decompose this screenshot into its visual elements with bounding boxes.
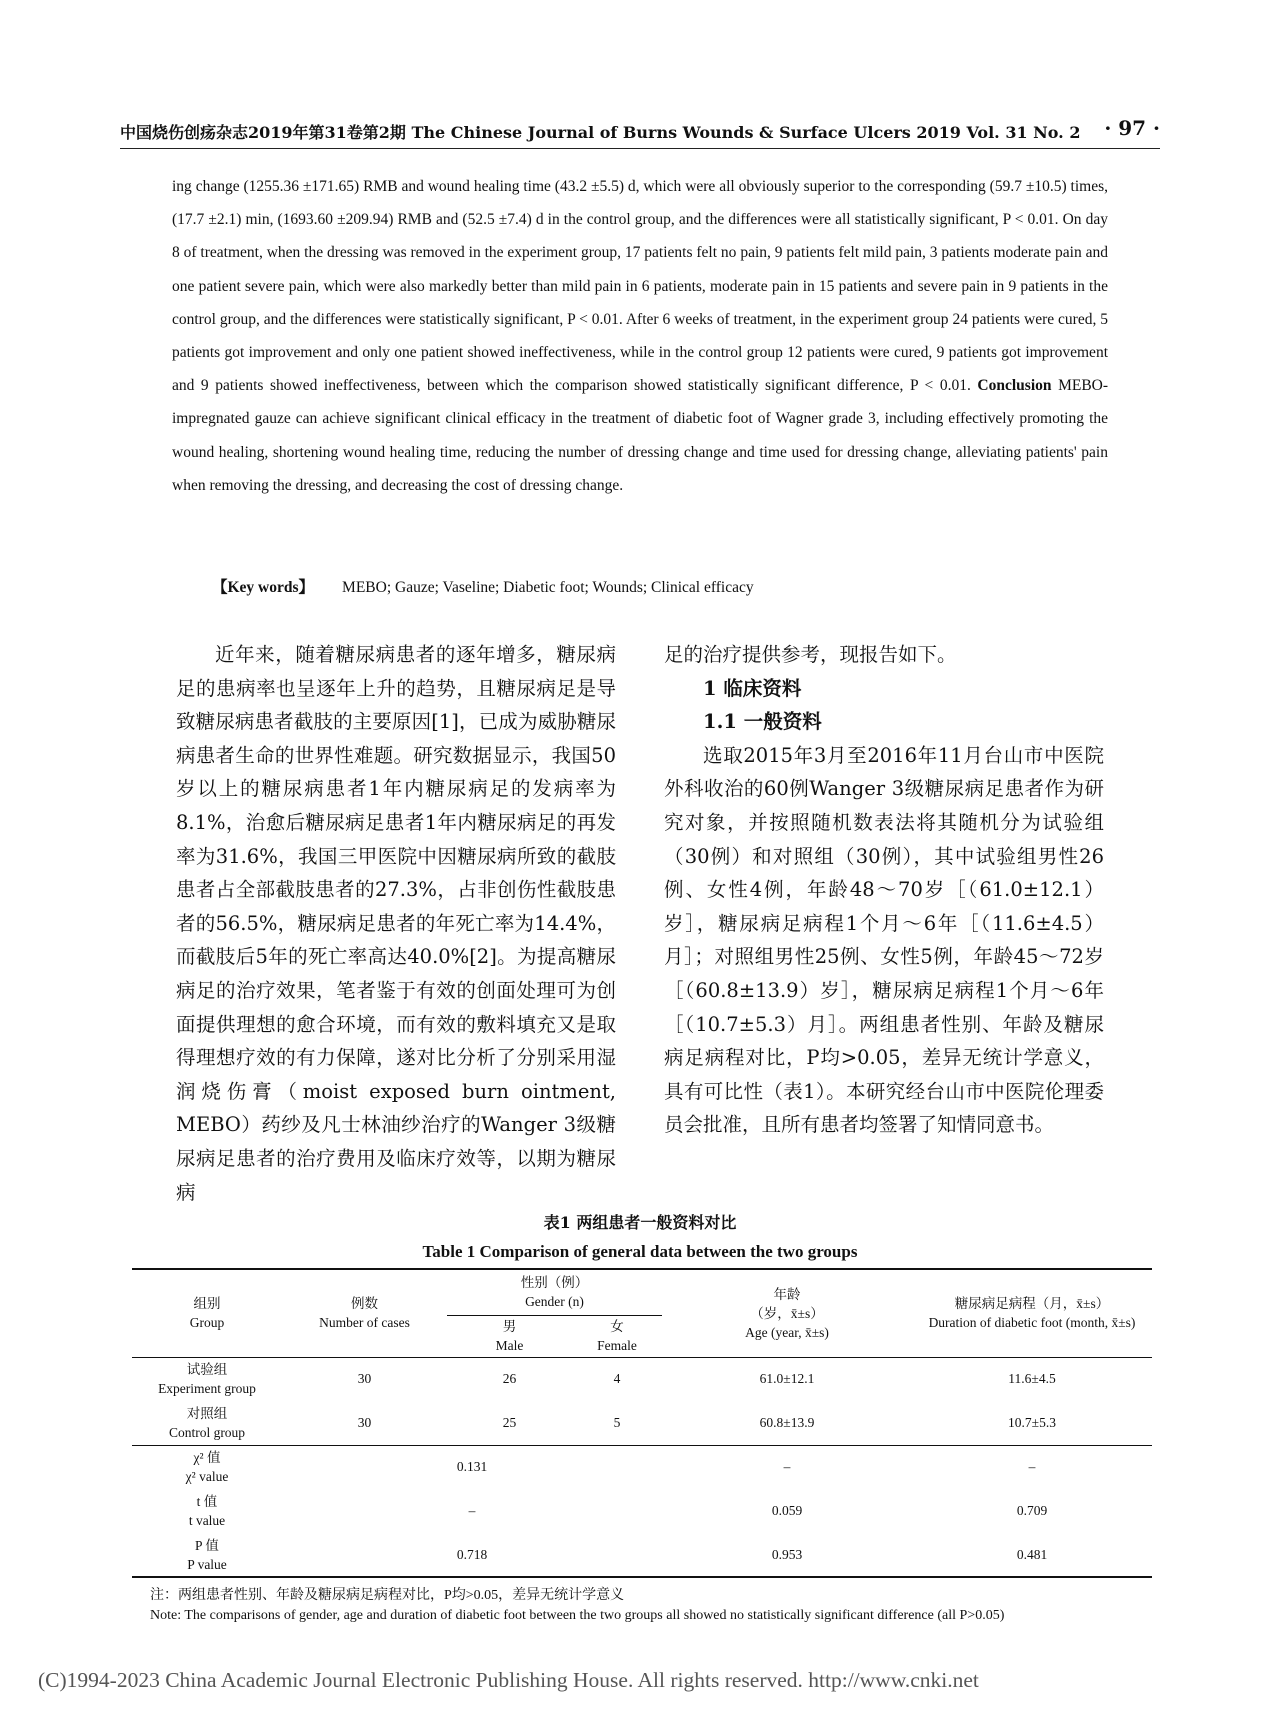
- header-female: 女 Female: [572, 1315, 662, 1357]
- table-note-cn: 注：两组患者性别、年龄及糖尿病足病程对比，P均>0.05，差异无统计学意义: [150, 1588, 625, 1603]
- conclusion-text: MEBO-impregnated gauze can achieve significant clinical efficacy in the treatment of diabetic foot of Wagner grade 3, including effectively promoting the wound healing, shortening wound healing time, reducing the number of dressing change and time used for dressing change, alleviating patients' pain when removing the dressing, and decreasing the cost of dressing change.: [172, 377, 1109, 494]
- body-column-right: [664, 638, 1104, 1142]
- body-column-left: [176, 638, 616, 1209]
- table-row: t 值 t value – 0.059 0.709: [188, 1494, 1048, 1528]
- table-note-en: Note: The comparisons of gender, age and duration of diabetic foot between the two groups all showed no statistically significant difference (all P>0.05): [150, 1608, 1005, 1623]
- header-cases: 例数 Number of cases: [282, 1269, 447, 1357]
- header-duration: 糖尿病足病程（月，x̄±s） Duration of diabetic foot (month, x̄±s): [912, 1269, 1152, 1357]
- keywords-text: MEBO; Gauze; Vaseline; Diabetic foot; Wounds; Clinical efficacy: [342, 579, 754, 596]
- section-heading: 1 临床资料: [703, 676, 802, 700]
- keywords-label: 【Key words】: [212, 579, 315, 596]
- header-gender: 性别（例） Gender (n): [447, 1269, 662, 1315]
- copyright-footer: (C)1994-2023 China Academic Journal Electronic Publishing House. All rights reserved. http://www.cnki.net: [38, 1668, 979, 1692]
- header-age: 年龄 （岁，x̄±s） Age (year, x̄±s): [662, 1269, 912, 1357]
- conclusion-label: Conclusion: [977, 377, 1052, 395]
- table-caption-cn: 表1 两组患者一般资料对比: [543, 1213, 737, 1232]
- intro-continuation: 足的治疗提供参考，现报告如下。: [664, 643, 957, 666]
- header-group: 组别 Group: [132, 1269, 282, 1357]
- comparison-table: [132, 1268, 1152, 1578]
- keywords: [212, 575, 1092, 597]
- journal-header: 中国烧伤创疡杂志2019年第31卷第2期 The Chinese Journal of Burns Wounds & Surface Ulcers 2019 Vol. 31 No. 2: [120, 123, 1081, 142]
- subsection-heading: 1.1 一般资料: [703, 710, 822, 734]
- table-row: 试验组 Experiment group 30 26 4 61.0±12.1 11.6±4.5: [158, 1362, 1056, 1397]
- english-abstract: [172, 170, 1108, 502]
- table-row: χ² 值 χ² value 0.131 – –: [185, 1450, 1036, 1485]
- abstract-text: ing change (1255.36 ±171.65) RMB and wound healing time (43.2 ±5.5) d, which were all obviously superior to the corresponding (59.7 ±10.5) times, (17.7 ±2.1) min, (1693.60 ±209.94) RMB and (52.5 ±7.4) d in the control group, and the differences were all statistically significant, P < 0.01. On day 8 of treatment, when the dressing was removed in the experiment group, 17 patients felt no pain, 9 patients felt mild pain, 3 patients moderate pain and one patient severe pain, which were also markedly better than mild pain in 6 patients, moderate pain in 15 patients and severe pain in 9 patients in the control group, and the differences were statistically significant, P < 0.01. After 6 weeks of treatment, in the experiment group 24 patients were cured, 5 patients got improvement and only one patient showed ineffectiveness, while in the control group 12 patients were cured, 9 patients got improvement and 9 patients showed ineffectiveness, between which the comparison showed statistically significant difference, P < 0.01.: [172, 178, 1108, 395]
- table-row: P 值 P value 0.718 0.953 0.481: [132, 1533, 1152, 1577]
- intro-paragraph: 近年来，随着糖尿病患者的逐年增多，糖尿病足的患病率也呈逐年上升的趋势，且糖尿病足是导致糖尿病患者截肢的主要原因[1]，已成为威胁糖尿病患者生命的世界性难题。研究数据显示，我国50岁以上的糖尿病患者1年内糖尿病足的发病率为8.1%，治愈后糖尿病足患者1年内糖尿病足的再发率为31.6%，我国三甲医院中因糖尿病所致的截肢患者占全部截肢患者的27.3%，占非创伤性截肢患者的56.5%，糖尿病足患者的年死亡率为14.4%，而截肢后5年的死亡率高达40.0%[2]。为提高糖尿病足的治疗效果，笔者鉴于有效的创面处理可为创面提供理想的愈合环境，而有效的敷料填充又是取得理想疗效的有力保障，遂对比分析了分别采用湿润烧伤膏（moist exposed burn ointment, MEBO）药纱及凡士林油纱治疗的Wanger 3级糖尿病足患者的治疗费用及临床疗效等，以期为糖尿病: [176, 643, 616, 1204]
- methods-paragraph: 选取2015年3月至2016年11月台山市中医院外科收治的60例Wanger 3级糖尿病足患者作为研究对象，并按照随机数表法将其随机分为试验组（30例）和对照组（30例），其中试验组男性26例、女性4例，年龄48～70岁［（61.0±12.1）岁］，糖尿病足病程1个月～6年［（11.6±4.5）月］；对照组男性25例、女性5例，年龄45～72岁［（60.8±13.9）岁］，糖尿病足病程1个月～6年［（10.7±5.3）月］。两组患者性别、年龄及糖尿病足病程对比，P均>0.05，差异无统计学意义，具有可比性（表1）。本研究经台山市中医院伦理委员会批准，且所有患者均签署了知情同意书。: [664, 743, 1104, 1137]
- running-header: [120, 118, 1160, 149]
- header-male: 男 Male: [447, 1315, 572, 1357]
- page-number: · 97 ·: [1104, 116, 1160, 140]
- table-caption-en: Table 1 Comparison of general data between the two groups: [422, 1242, 858, 1261]
- table-row: 对照组 Control group 30 25 5 60.8±13.9 10.7±5.3: [132, 1401, 1152, 1445]
